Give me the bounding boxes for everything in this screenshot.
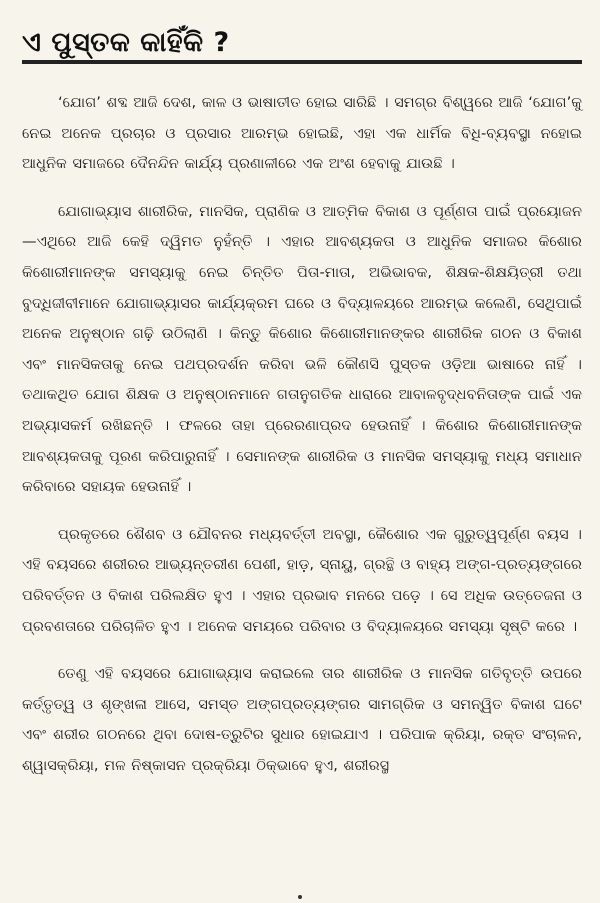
paragraph-3 xyxy=(22,520,582,642)
paragraph-text: ପ୍ରକୃତରେ ଶୈଶବ ଓ ଯୌବନର ମଧ୍ୟବର୍ତ୍ତୀ ଅବସ୍ଥା, କୈଶୋର ଏକ ଗୁରୁତ୍ୱପୂର୍ଣ୍ଣ ବୟସ । ଏହି ବୟସରେ ଶରୀରର ଆଭ୍ୟନ୍ତରୀଣ ପେଶୀ, ହାଡ଼, ସ୍ନାୟୁ, ଗ୍ରନ୍ଥି ଓ ବାହ୍ୟ ଅଙ୍ଗ-ପ୍ରତ୍ୟଙ୍ଗରେ ପରିବର୍ତ୍ତନ ଓ ବିକାଶ ପରିଲକ୍ଷିତ ହୁଏ । ଏହାର ପ୍ରଭାବ ମନରେ ପଡ଼େ । ସେ ଅଧିକ ଉତ୍ତେଜନା ଓ ପ୍ରବଣତାରେ ପରିଚାଳିତ ହୁଏ । ଅନେକ ସମୟରେ ପରିବାର ଓ ବିଦ୍ୟାଳୟରେ ସମସ୍ୟା ସୃଷ୍ଟି କରେ । xyxy=(22,525,582,635)
paragraph-1 xyxy=(22,88,582,180)
page-dot xyxy=(298,895,302,899)
paragraph-text: ତେଣୁ ଏହି ବୟସରେ ଯୋଗାଭ୍ୟାସ କରାଇଲେ ତାର ଶାରୀରିକ ଓ ମାନସିକ ଗତିବୃତ୍ତି ଉପରେ କର୍ତ୍ତୃତ୍ୱ ଓ ଶୃଙ୍ଖଳା ଆସେ, ସମସ୍ତ ଅଙ୍ଗପ୍ରତ୍ୟଙ୍ଗର ସାମଗ୍ରିକ ଓ ସମନ୍ୱିତ ବିକାଶ ଘଟେ ଏବଂ ଶରୀର ଗଠନରେ ଥିବା ଦୋଷ-ତ୍ରୁଟିର ସୁଧାର ହୋଇଯାଏ । ପରିପାକ କ୍ରିୟା, ରକ୍ତ ସଂଚାଳନ, ଶ୍ୱାସକ୍ରିୟା, ମଳ ନିଷ୍କାସନ ପ୍ରକ୍ରିୟା ଠିକ୍‌ଭାବେ ହୁଏ, ଶରୀରସ୍ଥ xyxy=(22,665,582,774)
heading-block xyxy=(22,26,582,70)
paragraph-text: ଯୋଗାଭ୍ୟାସ ଶାରୀରିକ, ମାନସିକ, ପ୍ରାଣିକ ଓ ଆତ୍ମିକ ବିକାଶ ଓ ପୂର୍ଣ୍ଣତା ପାଇଁ ପ୍ରୟୋଜନ—ଏଥିରେ ଆଜି କେହି ଦ୍ୱିମତ ନୁହଁନ୍ତି । ଏହାର ଆବଶ୍ୟକତା ଓ ଆଧୁନିକ ସମାଜର କିଶୋର କିଶୋରୀମାନଙ୍କ ସମସ୍ୟାକୁ ନେଇ ଚିନ୍ତିତ ପିତା-ମାତା, ଅଭିଭାବକ, ଶିକ୍ଷକ-ଶିକ୍ଷୟିତ୍ରୀ ତଥା ବୁଦ୍ଧିଜୀବୀମାନେ ଯୋଗାଭ୍ୟାସର କାର୍ଯ୍ୟକ୍ରମ ଘରେ ଓ ବିଦ୍ୟାଳୟରେ ଆରମ୍ଭ କଲେଣି, ସେଥିପାଇଁ ଅନେକ ଅନୁଷ୍ଠାନ ଗଢ଼ି ଉଠିଲାଣି । କିନ୍ତୁ କିଶୋର କିଶୋରୀମାନଙ୍କର ଶାରୀରିକ ଗଠନ ଓ ବିକାଶ ଏବଂ ମାନସିକତାକୁ ନେଇ ପଥପ୍ରଦର୍ଶନ କରିବା ଭଳି କୌଣସି ପୁସ୍ତକ ଓଡ଼ିଆ ଭାଷାରେ ନାହିଁ । ତଥାକଥିତ ଯୋଗ ଶିକ୍ଷକ ଓ ଅନୁଷ୍ଠାନମାନେ ଗତାନୁଗତିକ ଧାରାରେ ଆବାଳବୃଦ୍ଧବନିତାଙ୍କ ପାଇଁ ଏକ ଅଭ୍ୟାସକର୍ମ ରଖିଛନ୍ତି । ଫଳରେ ତାହା ପ୍ରେରଣାପ୍ରଦ ହେଉନାହିଁ । କିଶୋର କିଶୋରୀମାନଙ୍କ ଆବଶ୍ୟକତାକୁ ପୂରଣ କରିପାରୁନାହିଁ । ସେମାନଙ୍କ ଶାରୀରିକ ଓ ମାନସିକ ସମସ୍ୟାକୁ ମଧ୍ୟ ସମାଧାନ କରିବାରେ ସହାୟକ ହେଉନାହିଁ । xyxy=(22,202,582,496)
paragraph-2 xyxy=(22,197,582,503)
title-underline xyxy=(22,60,582,64)
paragraph-4 xyxy=(22,659,582,781)
page-title: ଏ ପୁସ୍ତକ କାହିଁକି ? xyxy=(22,27,230,58)
paragraph-text: ‘ଯୋଗ’ ଶବ୍ଦ ଆଜି ଦେଶ, କାଳ ଓ ଭାଷାତୀତ ହୋଇ ସାରିଛି । ସମଗ୍ର ବିଶ୍ୱରେ ଆଜି ‘ଯୋଗ’କୁ ନେଇ ଅନେକ ପ୍ରଚାର ଓ ପ୍ରସାର ଆରମ୍ଭ ହୋଇଛି, ଏହା ଏକ ଧାର୍ମିକ ବିଧି-ବ୍ୟବସ୍ଥା ନହୋଇ ଆଧୁନିକ ସମାଜରେ ଦୈନନ୍ଦିନ କାର୍ଯ୍ୟ ପ୍ରଣାଳୀରେ ଏକ ଅଂଶ ହେବାକୁ ଯାଉଛି । xyxy=(22,94,582,173)
